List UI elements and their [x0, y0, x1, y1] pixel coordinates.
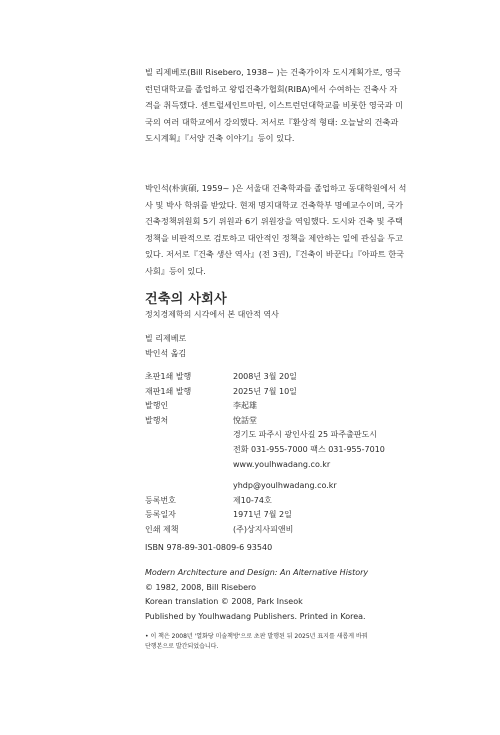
publication-info [145, 370, 385, 538]
copyright-line: © 1982, 2008, Bill Risebero [145, 582, 257, 592]
pub-row [145, 385, 385, 400]
pub-value: 1971년 7월 2일 [233, 510, 292, 520]
publisher-line: Published by Youlhwadang Publishers. Printed in Korea. [145, 611, 366, 621]
translator-bio-line: 사회』등이 있다. [145, 265, 206, 276]
publisher-address: 경기도 파주시 광인사길 25 파주출판도시 [233, 430, 377, 440]
translation-line: Korean translation © 2008, Park Inseok [145, 597, 303, 606]
pub-label [145, 479, 233, 494]
pub-value: 2025년 7월 10일 [233, 386, 297, 396]
pub-label: 발행인 [145, 401, 169, 411]
author-bio-line: 국의 여러 대학교에서 강의했다. 저서로『환상적 형태: 오늘날의 건축과 [145, 116, 399, 127]
book-title: 건축의 사회사 [145, 292, 227, 307]
author-bio-line: 도시계획』『서양 건축 이야기』등이 있다. [145, 133, 295, 144]
author-credit: 빌 리제베로 [145, 334, 187, 343]
pub-value: 悅話堂 [233, 415, 257, 425]
book-subtitle: 정치경제학의 시각에서 본 대안적 역사 [145, 310, 279, 319]
pub-row [145, 399, 385, 414]
author-bio-line: 격을 취득했다. 센트럴세인트마틴, 이스트런던대학교를 비롯한 영국과 미 [145, 100, 404, 111]
pub-label: 재판1쇄 발행 [145, 386, 192, 396]
translator-bio-line: 사 및 박사 학위를 받았다. 현재 명지대학교 건축학부 명예교수이며, 국가 [145, 199, 403, 210]
publisher-phone: 전화 031-955-7000 팩스 031-955-7010 [233, 444, 385, 454]
pub-label: 초판1쇄 발행 [145, 372, 192, 381]
pub-row [145, 443, 385, 458]
publisher-website: www.youlhwadang.co.kr [233, 459, 331, 469]
pub-label [145, 443, 233, 458]
translator-bio-line: 건축정책위원회 5기 위원과 6기 위원장을 역임했다. 도시와 건축 및 주택 [145, 216, 403, 227]
footnote-line: • 이 책은 2008년 '열화당 미술책방'으로 초판 발행된 뒤 2025년 표지를 새롭게 바꿔 [145, 633, 368, 640]
translator-bio-line: 정책을 비판적으로 검토하고 대안적인 정책을 제안하는 일에 관심을 두고 [145, 232, 404, 243]
pub-label: 등록번호 [145, 495, 176, 505]
pub-row [145, 370, 385, 385]
pub-label [145, 458, 233, 473]
pub-label: 인쇄 제책 [145, 524, 179, 534]
translator-credit: 박인석 옮김 [145, 349, 187, 358]
original-title: Modern Architecture and Design: An Alternative History [145, 568, 369, 577]
pub-row [145, 494, 385, 509]
pub-row [145, 508, 385, 523]
pub-value: (주)상지사피앤비 [233, 524, 294, 534]
pub-value: 李起雄 [233, 401, 257, 411]
author-biography [145, 64, 465, 147]
pub-row [145, 458, 385, 473]
author-bio-line: 빌 리제베로(Bill Risebero, 1938~ )는 건축가이자 도시계획가로, 영국 [145, 67, 401, 77]
pub-label: 등록일자 [145, 510, 176, 520]
footnote-line: 단행본으로 발간되었습니다. [145, 643, 219, 650]
pub-label [145, 428, 233, 443]
pub-label: 발행처 [145, 415, 169, 425]
translator-bio-line: 박인석(朴寅碩, 1959~ )은 서울대 건축학과를 졸업하고 동대학원에서 석 [145, 183, 407, 193]
pub-row [145, 414, 385, 429]
english-copyright [145, 566, 368, 624]
translator-bio-line: 있다. 저서로『건축 생산 역사』(전 3권),『건축이 바꾼다』『아파트 한국 [145, 249, 405, 260]
pub-row [145, 428, 385, 443]
isbn: ISBN 978-89-301-0809-6 93540 [145, 543, 273, 552]
pub-row [145, 523, 385, 538]
footnote [145, 632, 368, 652]
translator-biography [145, 180, 465, 280]
pub-value: 제10-74호 [233, 495, 272, 505]
publisher-email: yhdp@youlhwadang.co.kr [233, 481, 337, 491]
pub-value: 2008년 3월 20일 [233, 372, 297, 381]
pub-row [145, 479, 385, 494]
author-bio-line: 런던대학교를 졸업하고 왕립건축가협회(RIBA)에서 수여하는 건축사 자 [145, 83, 398, 94]
